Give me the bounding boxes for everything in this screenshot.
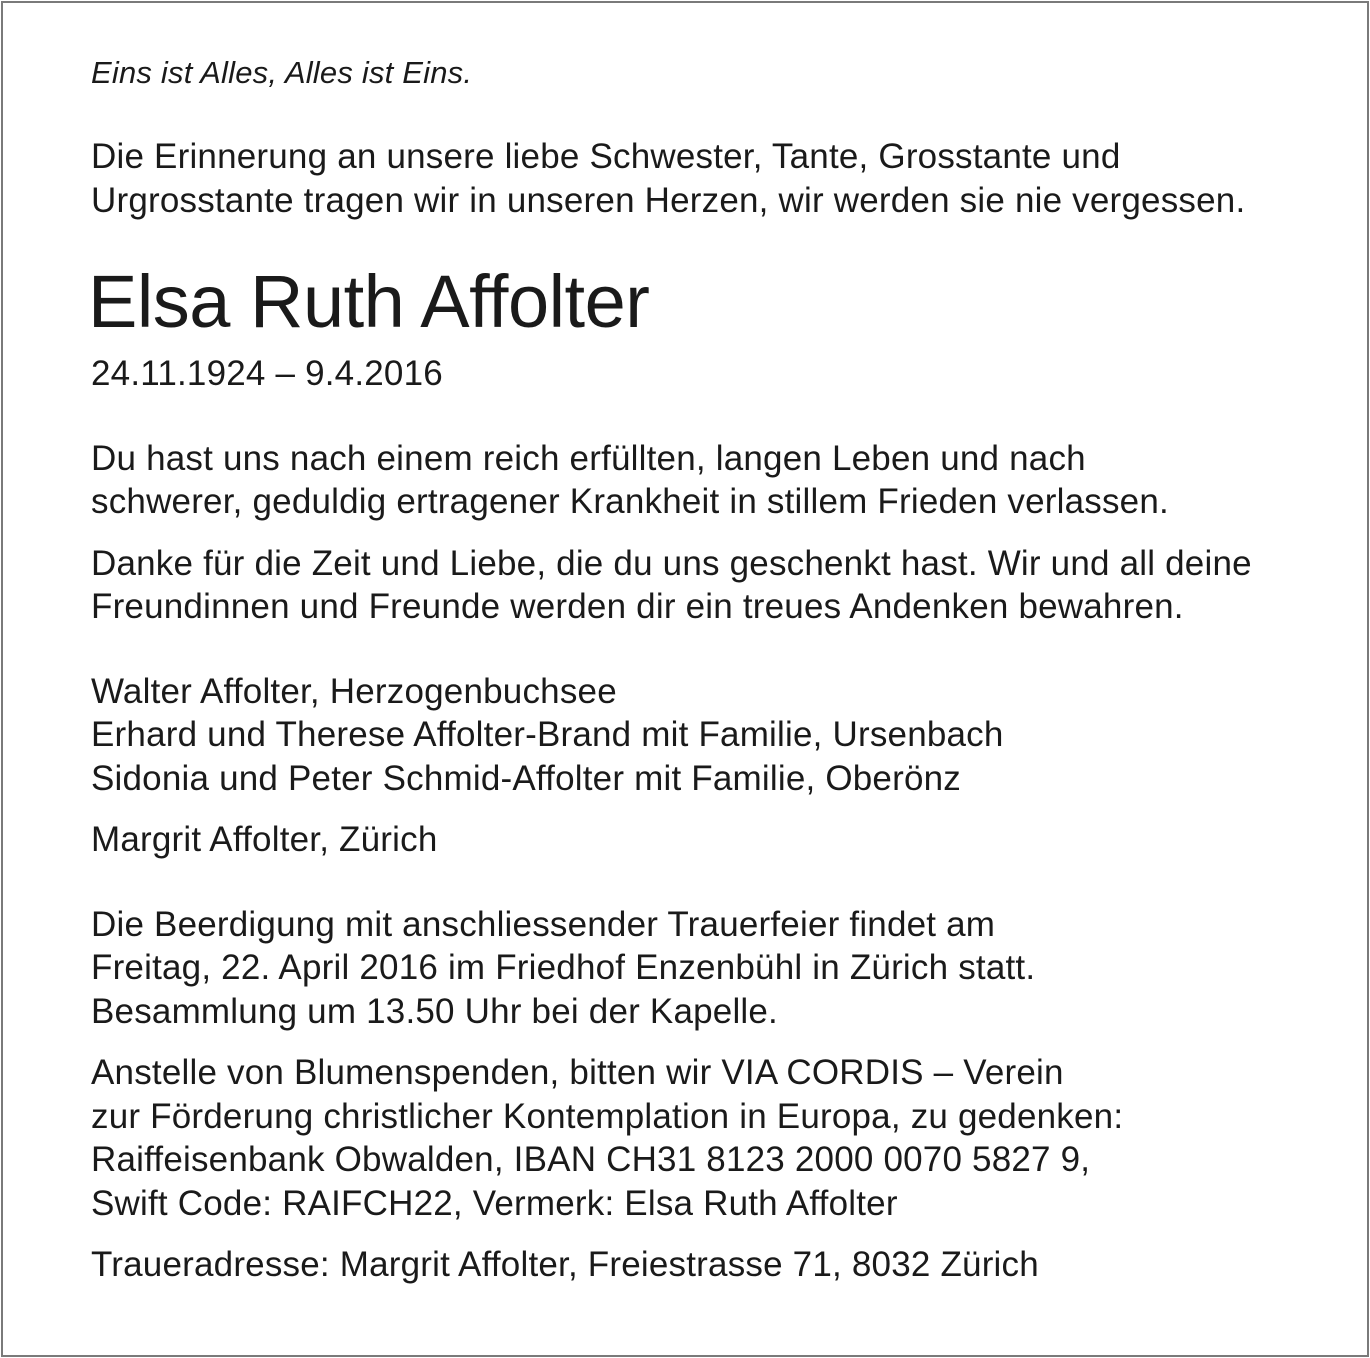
mourners-list	[91, 670, 1331, 801]
donation-line: Swift Code: RAIFCH22, Vermerk: Elsa Ruth Affolter	[91, 1183, 898, 1223]
funeral-info	[91, 903, 1331, 1034]
donation-line: Anstelle von Blumenspenden, bitten wir VIA CORDIS – Verein	[91, 1053, 1064, 1092]
deceased-name: Elsa Ruth Affolter	[88, 260, 650, 343]
mourner-entry: Erhard und Therese Affolter-Brand mit Familie, Ursenbach	[91, 715, 1004, 754]
mourner-entry: Margrit Affolter, Zürich	[91, 820, 438, 859]
intro-line: Urgrosstante tragen wir in unseren Herzen, wir werden sie nie vergessen.	[91, 180, 1246, 220]
funeral-line: Besammlung um 13.50 Uhr bei der Kapelle.	[91, 991, 778, 1031]
funeral-line: Die Beerdigung mit anschliessender Trauerfeier findet am	[91, 904, 996, 944]
donation-info	[91, 1051, 1331, 1225]
life-dates: 24.11.1924 – 9.4.2016	[91, 354, 443, 393]
farewell-line: Du hast uns nach einem reich erfüllten, langen Leben und nach	[91, 438, 1086, 478]
mourning-address: Traueradresse: Margrit Affolter, Freiestrasse 71, 8032 Zürich	[91, 1245, 1039, 1284]
intro-line: Die Erinnerung an unsere liebe Schwester, Tante, Grosstante und	[91, 137, 1121, 176]
donation-line: zur Förderung christlicher Kontemplation in Europa, zu gedenken:	[91, 1096, 1124, 1136]
thanks-line: Danke für die Zeit und Liebe, die du uns geschenkt hast. Wir und all deine	[91, 543, 1252, 583]
motto: Eins ist Alles, Alles ist Eins.	[91, 55, 473, 90]
thanks-paragraph	[91, 542, 1331, 629]
obituary-frame	[1, 1, 1369, 1357]
funeral-line: Freitag, 22. April 2016 im Friedhof Enzenbühl in Zürich statt.	[91, 948, 1036, 987]
farewell-line: schwerer, geduldig ertragener Krankheit in stillem Frieden verlassen.	[91, 482, 1169, 521]
intro-paragraph	[91, 135, 1331, 222]
thanks-line: Freundinnen und Freunde werden dir ein treues Andenken bewahren.	[91, 587, 1184, 626]
farewell-paragraph	[91, 437, 1331, 524]
donation-line: Raiffeisenbank Obwalden, IBAN CH31 8123 2000 0070 5827 9,	[91, 1140, 1091, 1179]
obituary-content	[88, 51, 1331, 1287]
mourner-entry: Walter Affolter, Herzogenbuchsee	[91, 671, 617, 711]
mourner-entry: Sidonia und Peter Schmid-Affolter mit Familie, Oberönz	[91, 758, 961, 798]
